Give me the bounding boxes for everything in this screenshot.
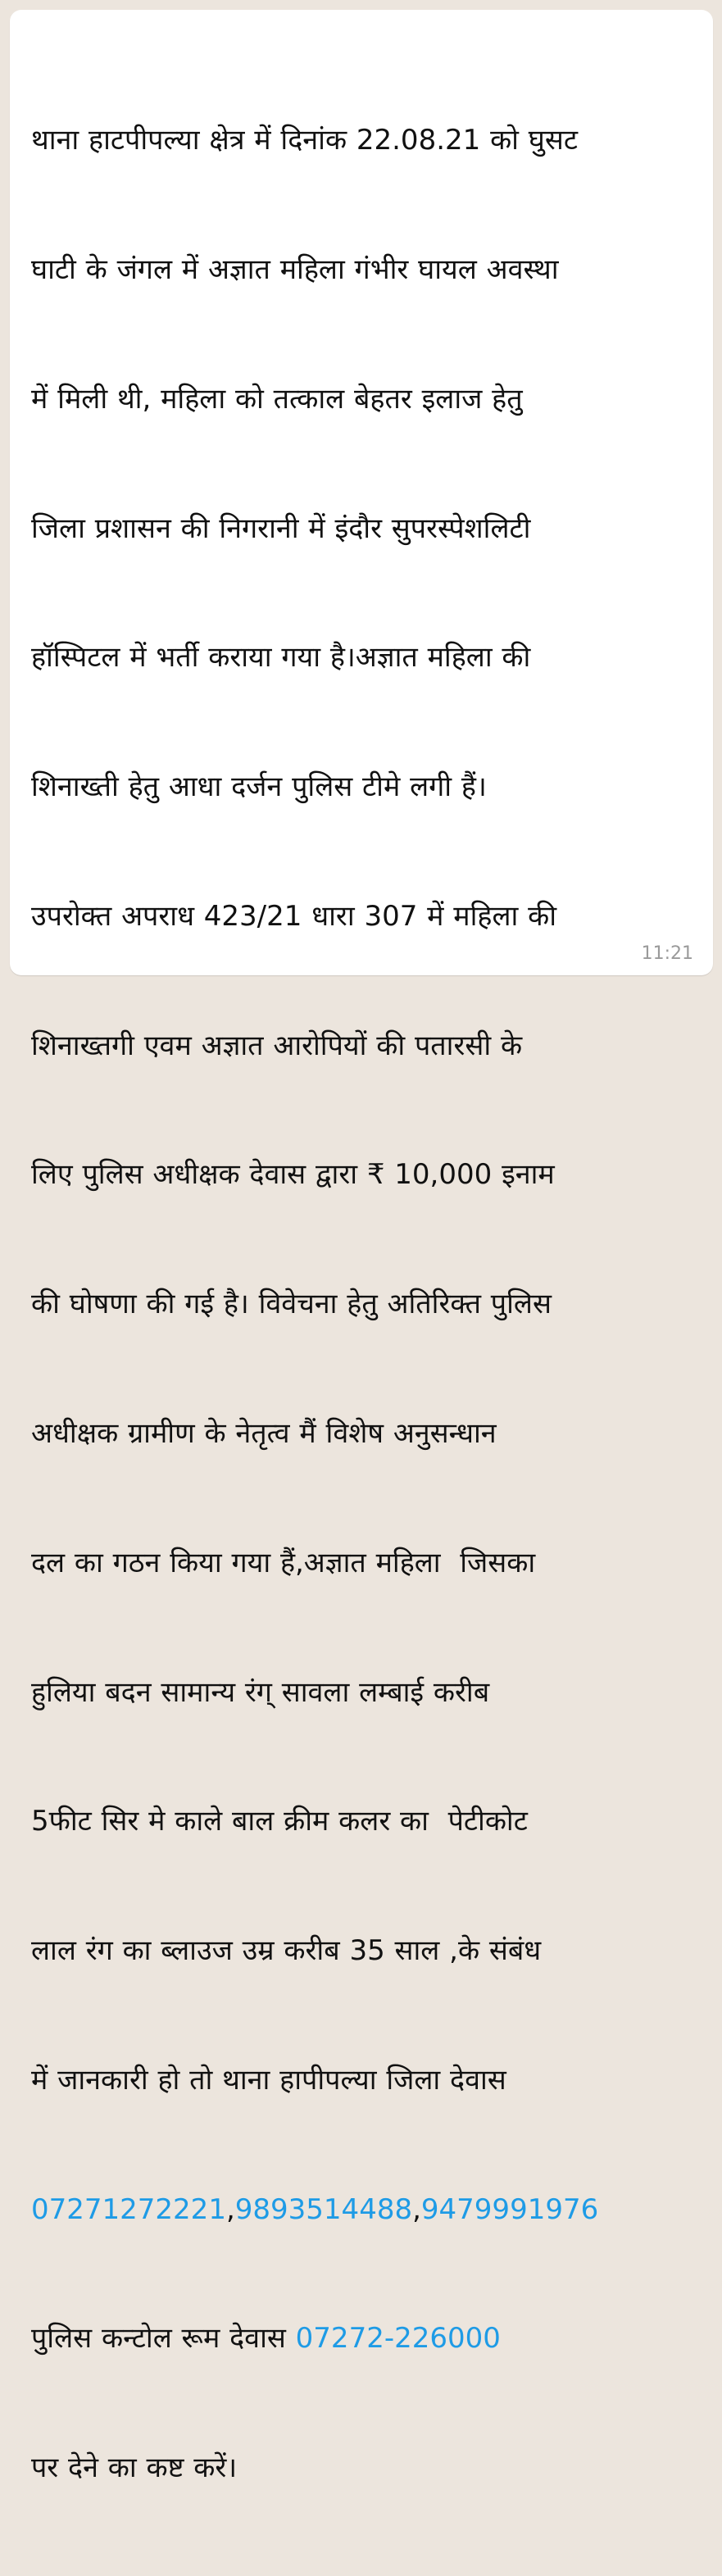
message-line: शिनाख्तगी एवम अज्ञात आरोपियों की पतारसी के <box>31 1029 523 1062</box>
message-line: उपरोक्त अपराध 423/21 धारा 307 में महिला की <box>31 899 557 933</box>
message-line: अधीक्षक ग्रामीण के नेतृत्व मैं विशेष अनुसन्धान <box>31 1417 497 1450</box>
message-line: जिला प्रशासन की निगरानी में इंदौर सुपरस्पेशलिटी <box>31 511 531 545</box>
message-line: घाटी के जंगल में अज्ञात महिला गंभीर घायल अवस्था <box>31 252 559 286</box>
message-line: हॉस्पिटल में भर्ती कराया गया है।अज्ञात महिला की <box>31 641 531 675</box>
phone-numbers-line <box>31 2188 693 2232</box>
control-room-label: पुलिस कन्टोल रूम देवास <box>31 2322 296 2356</box>
separator: , <box>225 2192 235 2226</box>
message-line: में मिली थी, महिला को तत्काल बेहतर इलाज हेतु <box>31 382 523 416</box>
phone-link-control-room[interactable]: 07272-226000 <box>295 2322 501 2356</box>
phone-link-1[interactable]: 07271272221 <box>31 2192 226 2226</box>
message-timestamp: 11:21 <box>641 943 693 964</box>
control-room-line <box>31 2317 693 2360</box>
message-line: दल का गठन किया गया हैं,अज्ञात महिला जिसका <box>31 1546 536 1579</box>
message-line: में जानकारी हो तो थाना हापीपल्या जिला देवास <box>31 2063 506 2097</box>
message-bubble[interactable] <box>10 10 713 2485</box>
message-last-line: पर देने का कष्ट करें। <box>31 2451 238 2485</box>
message-line: की घोषणा की गई है। विवेचना हेतु अतिरिक्त पुलिस <box>31 1288 552 1321</box>
message-line: 5फीट सिर मे काले बाल क्रीम कलर का पेटीकोट <box>31 1805 528 1838</box>
message-line: शिनाख्ती हेतु आधा दर्जन पुलिस टीमे लगी हैं। <box>31 770 487 804</box>
message-text <box>31 33 693 2576</box>
message-line: लिए पुलिस अधीक्षक देवास द्वारा ₹ 10,000 इनाम <box>31 1158 555 1192</box>
message-line: थाना हाटपीपल्या क्षेत्र में दिनांक 22.08.21 को घुसट <box>31 124 579 157</box>
phone-link-3[interactable]: 9479991976 <box>420 2192 599 2226</box>
separator: , <box>412 2192 421 2226</box>
message-line: लाल रंग का ब्लाउज उम्र करीब 35 साल ,के संबंध <box>31 1934 542 1968</box>
phone-link-2[interactable]: 9893514488 <box>234 2192 413 2226</box>
message-line: हुलिया बदन सामान्य रंग् सावला लम्बाई करीब <box>31 1675 490 1709</box>
